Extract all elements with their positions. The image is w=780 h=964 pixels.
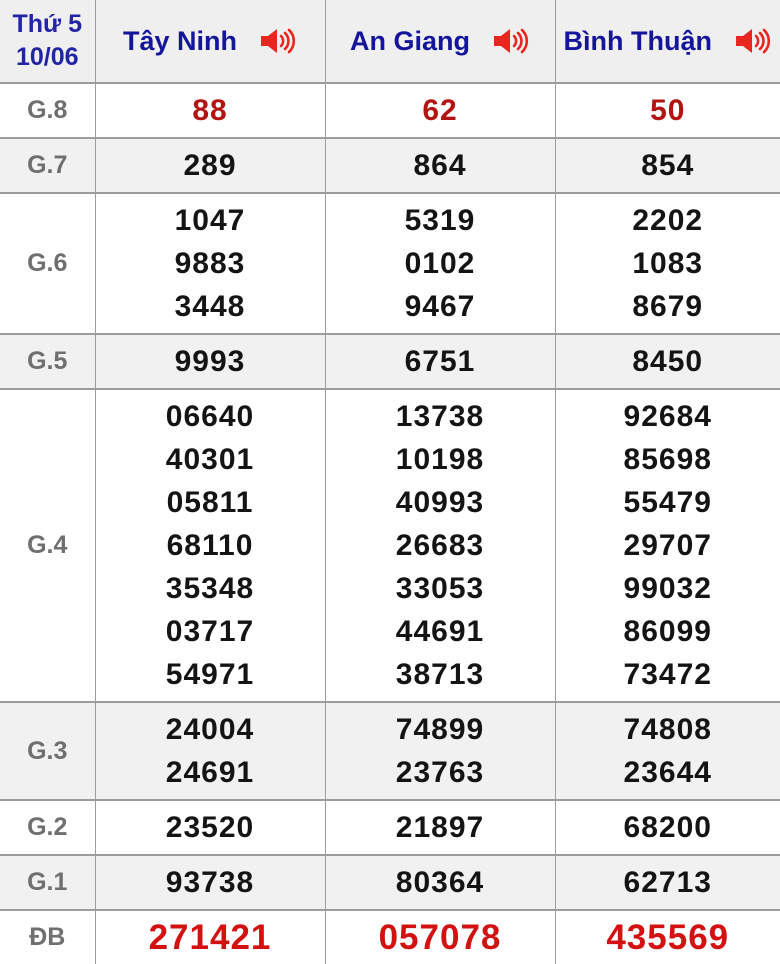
prize-number: 854 — [556, 144, 780, 187]
prize-label: G.8 — [0, 83, 95, 138]
speaker-icon[interactable] — [734, 25, 772, 57]
prize-values-binh-thuan — [555, 702, 780, 800]
prize-row-g5 — [0, 334, 780, 389]
prize-number: 23644 — [556, 751, 780, 794]
date-label: 10/06 — [0, 41, 95, 74]
prize-values-tay-ninh — [95, 334, 325, 389]
prize-values-binh-thuan — [555, 138, 780, 193]
prize-number: 62 — [326, 89, 555, 132]
prize-values-binh-thuan — [555, 83, 780, 138]
prize-number: 93738 — [96, 861, 325, 904]
prize-values-binh-thuan — [555, 800, 780, 855]
prize-number: 80364 — [326, 861, 555, 904]
date-header — [0, 0, 95, 83]
prize-number: 05811 — [96, 481, 325, 524]
prize-values-binh-thuan — [555, 193, 780, 334]
prize-number: 73472 — [556, 653, 780, 696]
prize-values-tay-ninh — [95, 910, 325, 964]
province-name: Tây Ninh — [123, 26, 237, 57]
prize-number: 54971 — [96, 653, 325, 696]
prize-number: 29707 — [556, 524, 780, 567]
prize-number: 23763 — [326, 751, 555, 794]
prize-values-an-giang — [325, 702, 555, 800]
prize-number: 99032 — [556, 567, 780, 610]
prize-number: 68110 — [96, 524, 325, 567]
prize-row-g6 — [0, 193, 780, 334]
prize-number: 38713 — [326, 653, 555, 696]
prize-number: 8450 — [556, 340, 780, 383]
prize-number: 1083 — [556, 242, 780, 285]
prize-number: 271421 — [96, 916, 325, 959]
prize-label: G.7 — [0, 138, 95, 193]
prize-row-g4 — [0, 389, 780, 702]
speaker-icon[interactable] — [492, 25, 530, 57]
prize-number: 88 — [96, 89, 325, 132]
province-name: Bình Thuận — [564, 26, 712, 57]
prize-values-tay-ninh — [95, 83, 325, 138]
weekday-label: Thứ 5 — [0, 8, 95, 41]
prize-number: 2202 — [556, 199, 780, 242]
prize-number: 62713 — [556, 861, 780, 904]
prize-values-an-giang — [325, 334, 555, 389]
prize-number: 23520 — [96, 806, 325, 849]
prize-row-g2 — [0, 800, 780, 855]
prize-number: 74899 — [326, 708, 555, 751]
prize-number: 21897 — [326, 806, 555, 849]
prize-number: 864 — [326, 144, 555, 187]
prize-number: 50 — [556, 89, 780, 132]
speaker-icon[interactable] — [259, 25, 297, 57]
prize-number: 26683 — [326, 524, 555, 567]
prize-values-tay-ninh — [95, 702, 325, 800]
prize-label: G.5 — [0, 334, 95, 389]
prize-number: 8679 — [556, 285, 780, 328]
prize-number: 35348 — [96, 567, 325, 610]
prize-values-an-giang — [325, 138, 555, 193]
prize-number: 10198 — [326, 438, 555, 481]
prize-number: 9993 — [96, 340, 325, 383]
prize-values-tay-ninh — [95, 193, 325, 334]
prize-number: 1047 — [96, 199, 325, 242]
prize-row-g3 — [0, 702, 780, 800]
prize-number: 6751 — [326, 340, 555, 383]
prize-values-binh-thuan — [555, 389, 780, 702]
prize-number: 92684 — [556, 395, 780, 438]
prize-row-g7 — [0, 138, 780, 193]
prize-number: 9883 — [96, 242, 325, 285]
prize-number: 435569 — [556, 916, 780, 959]
prize-label: ĐB — [0, 910, 95, 964]
prize-values-binh-thuan — [555, 855, 780, 910]
prize-values-tay-ninh — [95, 138, 325, 193]
column-header-binh-thuan — [555, 0, 780, 83]
prize-number: 06640 — [96, 395, 325, 438]
prize-values-tay-ninh — [95, 800, 325, 855]
prize-number: 9467 — [326, 285, 555, 328]
prize-number: 289 — [96, 144, 325, 187]
prize-values-an-giang — [325, 389, 555, 702]
prize-row-db — [0, 910, 780, 964]
prize-number: 68200 — [556, 806, 780, 849]
prize-number: 0102 — [326, 242, 555, 285]
prize-values-an-giang — [325, 855, 555, 910]
prize-values-tay-ninh — [95, 389, 325, 702]
prize-number: 74808 — [556, 708, 780, 751]
prize-values-an-giang — [325, 800, 555, 855]
prize-row-g1 — [0, 855, 780, 910]
prize-values-an-giang — [325, 910, 555, 964]
prize-values-an-giang — [325, 83, 555, 138]
prize-row-g8 — [0, 83, 780, 138]
prize-number: 03717 — [96, 610, 325, 653]
prize-number: 33053 — [326, 567, 555, 610]
column-header-an-giang — [325, 0, 555, 83]
prize-label: G.3 — [0, 702, 95, 800]
prize-number: 24691 — [96, 751, 325, 794]
header-row — [0, 0, 780, 83]
province-name: An Giang — [350, 26, 470, 57]
prize-values-an-giang — [325, 193, 555, 334]
prize-number: 13738 — [326, 395, 555, 438]
prize-values-binh-thuan — [555, 910, 780, 964]
prize-number: 40301 — [96, 438, 325, 481]
prize-number: 85698 — [556, 438, 780, 481]
prize-number: 3448 — [96, 285, 325, 328]
prize-number: 55479 — [556, 481, 780, 524]
prize-values-tay-ninh — [95, 855, 325, 910]
prize-number: 24004 — [96, 708, 325, 751]
prize-number: 40993 — [326, 481, 555, 524]
column-header-tay-ninh — [95, 0, 325, 83]
prize-number: 057078 — [326, 916, 555, 959]
prize-label: G.1 — [0, 855, 95, 910]
prize-label: G.6 — [0, 193, 95, 334]
prize-number: 5319 — [326, 199, 555, 242]
prize-number: 86099 — [556, 610, 780, 653]
prize-values-binh-thuan — [555, 334, 780, 389]
prize-label: G.2 — [0, 800, 95, 855]
prize-label: G.4 — [0, 389, 95, 702]
prize-number: 44691 — [326, 610, 555, 653]
